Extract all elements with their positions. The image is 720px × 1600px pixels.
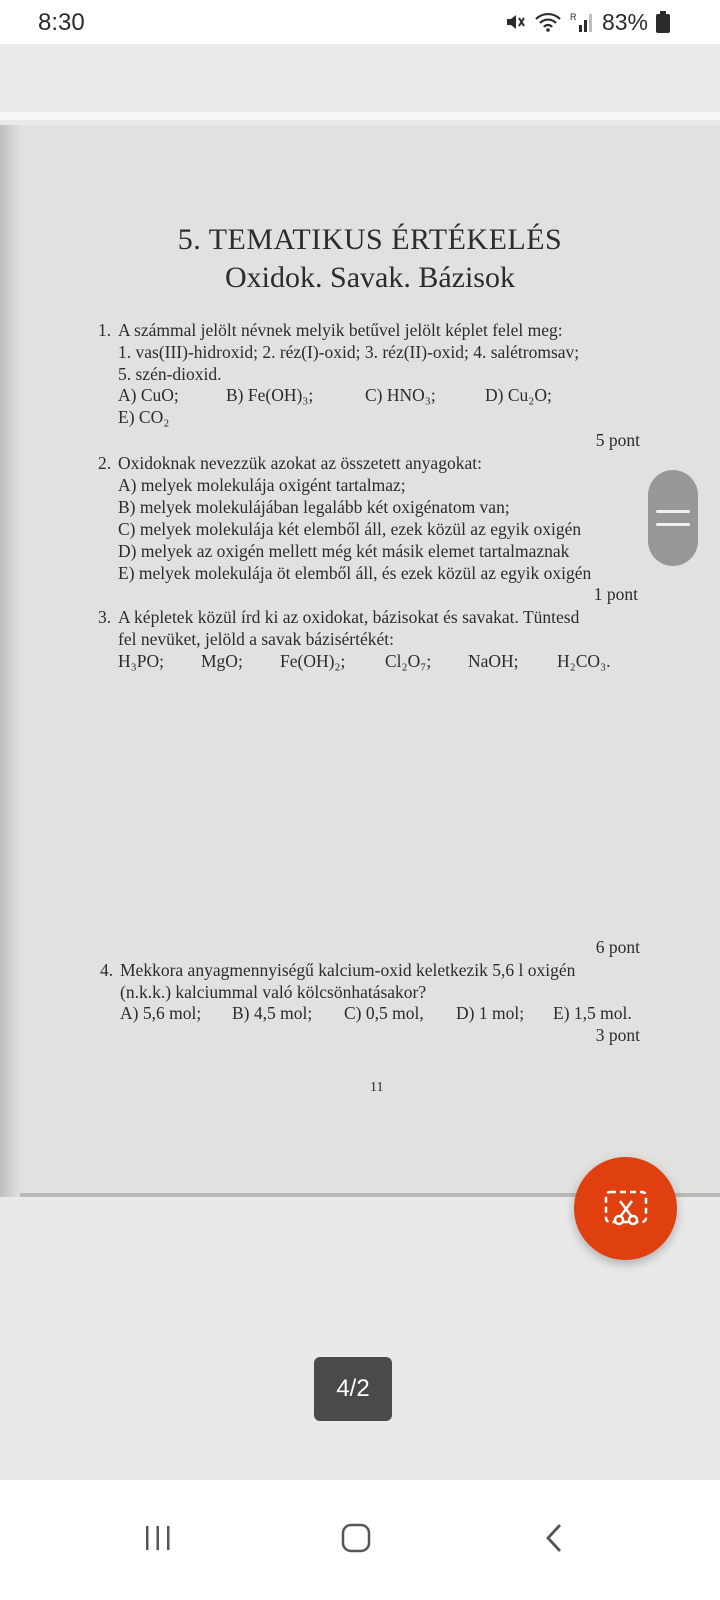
- grip-line-icon: [656, 510, 690, 513]
- q2-line1: Oxidoknak nevezzük azokat az összetett anyagokat:: [118, 453, 482, 473]
- status-icons: [504, 10, 670, 34]
- q1-option-b: B) Fe(OH)₃;: [226, 385, 314, 405]
- toolbar-divider: [0, 112, 720, 120]
- wifi-icon: [534, 11, 562, 33]
- q3-line2: fel nevüket, jelöld a savak bázisértékét:: [118, 629, 394, 649]
- system-navigation-bar: [0, 1480, 720, 1600]
- q3-number: 3.: [98, 607, 112, 627]
- page-number: 11: [370, 1080, 384, 1095]
- q1-option-a: A) CuO;: [118, 385, 179, 405]
- svg-text:R: R: [569, 12, 577, 22]
- status-bar: [0, 0, 720, 44]
- q1-line3: 5. szén-dioxid.: [118, 364, 222, 384]
- q1-points: 5 pont: [595, 430, 640, 450]
- q1-number: 1.: [98, 320, 112, 340]
- q1-option-c: C) HNO₃;: [365, 385, 436, 405]
- q3-formula-5: NaOH;: [468, 651, 519, 671]
- q3-formula-6: H₂CO₃.: [557, 651, 611, 671]
- doc-subtitle: Oxidok. Savak. Bázisok: [225, 261, 515, 294]
- q2-option-c: C) melyek molekulája két elemből áll, ezek közül az egyik oxigén: [118, 519, 582, 539]
- fast-scroll-handle[interactable]: [648, 470, 698, 566]
- mute-icon: [504, 11, 526, 33]
- back-icon: [543, 1522, 565, 1554]
- q4-option-d: D) 1 mol;: [456, 1003, 525, 1023]
- q1-line2: 1. vas(III)-hidroxid; 2. réz(I)-oxid; 3. réz(II)-oxid; 4. salétromsav;: [118, 342, 580, 362]
- battery-percent: 83%: [601, 8, 648, 35]
- q3-formula-1: H₃PO;: [118, 651, 164, 671]
- q2-option-e: E) melyek molekulája öt elemből áll, és ezek közül az egyik oxigén: [118, 563, 592, 583]
- document-page[interactable]: [0, 125, 720, 1197]
- signal-icon: [570, 11, 594, 33]
- q2-option-a: A) melyek molekulája oxigént tartalmaz;: [118, 475, 406, 495]
- q2-points: 1 pont: [593, 584, 638, 604]
- q4-points: 3 pont: [595, 1025, 640, 1045]
- q2-number: 2.: [98, 453, 112, 473]
- back-button[interactable]: [524, 1508, 584, 1568]
- q3-points: 6 pont: [595, 937, 640, 957]
- q4-line2: (n.k.k.) kalciummal való kölcsönhatásakor?: [120, 982, 427, 1002]
- q3-formula-2: MgO;: [201, 651, 243, 671]
- q2-option-b: B) melyek molekulájában legalább két oxigénatom van;: [118, 497, 510, 517]
- home-icon: [340, 1522, 372, 1554]
- recent-apps-icon: [143, 1524, 173, 1552]
- q4-option-b: B) 4,5 mol;: [232, 1003, 313, 1023]
- q3-formula-4: Cl₂O₇;: [385, 651, 432, 671]
- battery-icon: [656, 11, 670, 33]
- status-time: 8:30: [38, 9, 85, 36]
- q3-formula-3: Fe(OH)₂;: [280, 651, 346, 671]
- q1-option-d: D) Cu₂O;: [485, 385, 552, 405]
- document-content: [0, 125, 720, 1197]
- home-button[interactable]: [326, 1508, 386, 1568]
- viewer-toolbar-area: [0, 44, 720, 112]
- capture-button[interactable]: [574, 1157, 677, 1260]
- doc-title: 5. TEMATIKUS ÉRTÉKELÉS: [177, 223, 563, 256]
- q4-option-a: A) 5,6 mol;: [120, 1003, 202, 1023]
- recent-apps-button[interactable]: [128, 1508, 188, 1568]
- q4-line1: Mekkora anyagmennyiségű kalcium-oxid keletkezik 5,6 l oxigén: [120, 960, 576, 980]
- q4-option-e: E) 1,5 mol.: [553, 1003, 632, 1023]
- grip-line-icon: [656, 523, 690, 526]
- q3-line1: A képletek közül írd ki az oxidokat, bázisokat és savakat. Tüntesd: [118, 607, 580, 627]
- q2-option-d: D) melyek az oxigén mellett még két másik elemet tartalmaznak: [118, 541, 570, 561]
- q1-option-e: E) CO₂: [118, 407, 170, 427]
- scissors-crop-icon: [603, 1189, 649, 1229]
- q1-line1: A számmal jelölt névnek melyik betűvel jelölt képlet felel meg:: [118, 320, 563, 340]
- page-indicator: 4/2: [314, 1357, 392, 1421]
- q4-number: 4.: [100, 960, 114, 980]
- q4-option-c: C) 0,5 mol,: [344, 1003, 424, 1023]
